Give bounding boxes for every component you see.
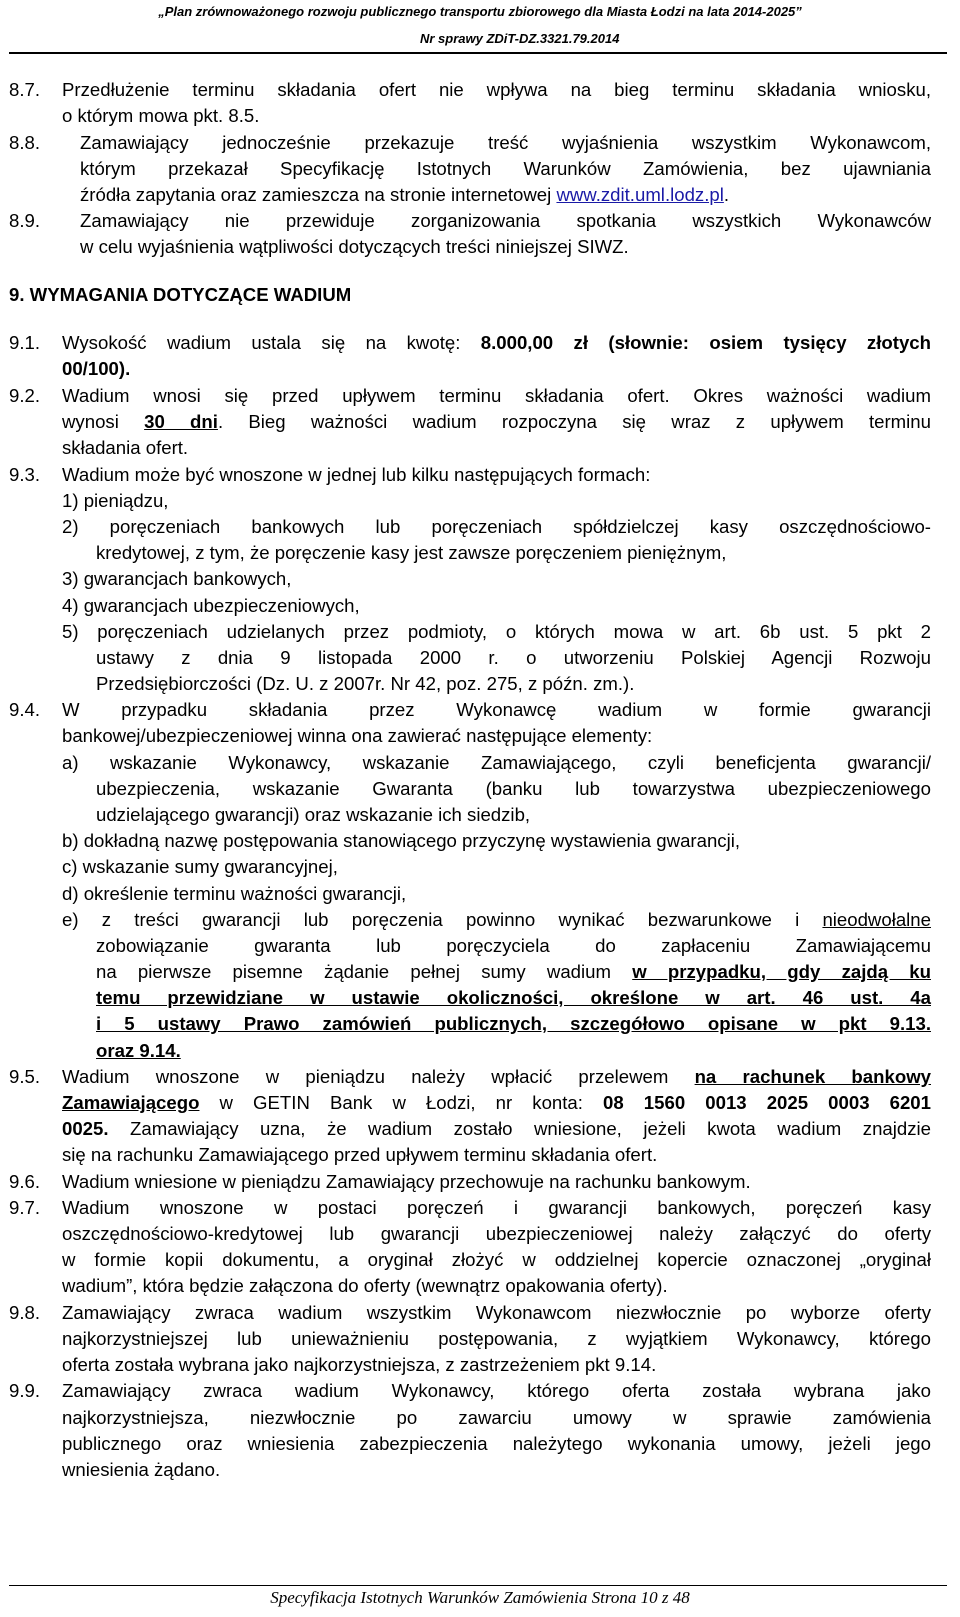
paragraph-line: najkorzystniejszej lub unieważnieniu postępowania, z wyjątkiem Wykonawcy, którego	[62, 1328, 931, 1349]
paragraph-text: . Bieg ważności wadium rozpoczyna się wraz z upływem terminu	[217, 411, 931, 432]
paragraph-line: Wadium wniesione w pieniądzu Zamawiający przechowuje na rachunku bankowym.	[62, 1171, 751, 1192]
section-number: 9.9.	[9, 1380, 41, 1401]
list-item: 2) poręczeniach bankowych lub poręczeniach spółdzielczej kasy oszczędnościowo-	[62, 516, 931, 537]
list-item-continuation: Przedsiębiorczości (Dz. U. z 2007r. Nr 42, poz. 275, z późn. zm.).	[96, 673, 635, 694]
paragraph-line	[62, 1090, 931, 1117]
paragraph-line: wniesienia żądano.	[62, 1459, 221, 1480]
paragraph-line: oferta została wybrana jako najkorzystniejsza, z zastrzeżeniem pkt 9.14.	[62, 1354, 657, 1375]
paragraph-line: oszczędnościowo-kredytowej lub gwarancji ubezpieczeniowej należy załączyć do oferty	[62, 1223, 931, 1244]
section-number: 9.1.	[9, 332, 41, 353]
paragraph-line	[62, 1116, 931, 1143]
paragraph-line: najkorzystniejsza, niezwłocznie po zawarciu umowy w sprawie zamówienia	[62, 1407, 931, 1428]
page-footer: Specyfikacja Istotnych Warunków Zamówienia Strona 10 z 48	[270, 1588, 690, 1607]
paragraph-line: publicznego oraz wniesienia zabezpieczenia należytego wykonania umowy, jeżeli jego	[62, 1433, 931, 1454]
paragraph-line: Przedłużenie terminu składania ofert nie wpływa na bieg terminu składania wniosku,	[62, 79, 931, 100]
paragraph-text: wynosi	[62, 411, 145, 432]
list-item-continuation: ustawy z dnia 9 listopada 2000 r. o utworzeniu Polskiej Agencji Rozwoju	[96, 647, 931, 668]
bank-account-number: 08 1560 0013 2025 0003 6201	[603, 1092, 931, 1113]
paragraph-line	[62, 409, 931, 436]
paragraph-line: składania ofert.	[62, 437, 189, 458]
list-item	[62, 907, 931, 934]
paragraph-text: .	[723, 184, 730, 205]
paragraph-text: Zamawiający uzna, że wadium zostało wniesione, jeżeli kwota wadium znajdzie	[108, 1118, 931, 1139]
list-item: d) określenie terminu ważności gwarancji,	[62, 883, 407, 904]
paragraph-text: Zamawiającego	[62, 1092, 200, 1113]
section-number: 9.8.	[9, 1302, 41, 1323]
paragraph-text: e) z treści gwarancji lub poręczenia powinno wynikać bezwarunkowe i	[62, 909, 823, 930]
paragraph-line: wadium”, która będzie załączona do oferty (wewnątrz opakowania oferty).	[62, 1275, 668, 1296]
deposit-amount: 8.000,00 zł (słownie: osiem tysięcy złotych	[480, 332, 931, 353]
section-heading: 9. WYMAGANIA DOTYCZĄCE WADIUM	[9, 284, 352, 305]
paragraph-text: w przypadku, gdy zajdą ku	[632, 961, 931, 982]
paragraph-line: Zamawiający zwraca wadium Wykonawcy, którego oferta została wybrana jako	[62, 1380, 931, 1401]
paragraph-line: Wadium wnoszone w postaci poręczeń i gwarancji bankowych, poręczeń kasy	[62, 1197, 931, 1218]
paragraph-line: o którym mowa pkt. 8.5.	[62, 105, 260, 126]
list-item: b) dokładną nazwę postępowania stanowiącego przyczynę wystawienia gwarancji,	[62, 830, 741, 851]
paragraph-line: w formie kopii dokumentu, a oryginał złożyć w oddzielnej kopercie oznaczonej „oryginał	[62, 1249, 931, 1270]
header-divider	[9, 52, 947, 54]
section-number: 9.3.	[9, 464, 41, 485]
list-item-continuation	[96, 959, 931, 986]
paragraph-line: Wadium może być wnoszone w jednej lub kilku następujących formach:	[62, 464, 651, 485]
list-item-continuation: kredytowej, z tym, że poręczenie kasy jest zawsze poręczeniem pieniężnym,	[96, 542, 727, 563]
list-item: 5) poręczeniach udzielanych przez podmioty, o których mowa w art. 6b ust. 5 pkt 2	[62, 621, 931, 642]
paragraph-line: W przypadku składania przez Wykonawcę wadium w formie gwarancji	[62, 699, 931, 720]
paragraph-line: Wadium wnosi się przed upływem terminu składania ofert. Okres ważności wadium	[62, 385, 931, 406]
paragraph-text: na pierwsze pisemne żądanie pełnej sumy wadium	[96, 961, 633, 982]
list-item-continuation: oraz 9.14.	[96, 1040, 181, 1061]
document-header-title: „Plan zrównoważonego rozwoju publicznego transportu zbiorowego dla Miasta Łodzi na lata 2014-2025”	[158, 4, 802, 19]
list-item: 4) gwarancjach ubezpieczeniowych,	[62, 595, 360, 616]
section-number: 9.4.	[9, 699, 41, 720]
paragraph-line: się na rachunku Zamawiającego przed upływem terminu składania ofert.	[62, 1144, 658, 1165]
case-number: Nr sprawy ZDiT-DZ.3321.79.2014	[420, 31, 620, 46]
section-number: 9.6.	[9, 1171, 41, 1192]
list-item-continuation: i 5 ustawy Prawo zamówień publicznych, szczegółowo opisane w pkt 9.13.	[96, 1013, 931, 1034]
paragraph-text: w GETIN Bank w Łodzi, nr konta:	[199, 1092, 604, 1113]
paragraph-text: Wysokość wadium ustala się na kwotę:	[62, 332, 481, 353]
paragraph-text: Wadium wnoszone w pieniądzu należy wpłacić przelewem	[62, 1066, 695, 1087]
paragraph-line: w celu wyjaśnienia wątpliwości dotyczących treści niniejszej SIWZ.	[80, 236, 629, 257]
list-item-continuation: ubezpieczenia, wskazanie Gwaranta (banku lub towarzystwa ubezpieczeniowego	[96, 778, 931, 799]
paragraph-text: nieodwołalne	[822, 909, 931, 930]
paragraph-line	[62, 1064, 931, 1091]
list-item-continuation: temu przewidziane w ustawie okoliczności, określone w art. 46 ust. 4a	[96, 987, 931, 1008]
paragraph-line: Zamawiający nie przewiduje zorganizowania spotkania wszystkich Wykonawców	[80, 210, 931, 231]
validity-period: 30 dni	[144, 411, 218, 432]
paragraph-line: bankowej/ubezpieczeniowej winna ona zawierać następujące elementy:	[62, 725, 653, 746]
section-number: 8.9.	[9, 210, 41, 231]
list-item: 3) gwarancjach bankowych,	[62, 568, 292, 589]
paragraph-line: 00/100).	[62, 358, 131, 379]
list-item-continuation: udzielającego gwarancji) oraz wskazanie ich siedzib,	[96, 804, 531, 825]
section-number: 8.7.	[9, 79, 41, 100]
list-item: 1) pieniądzu,	[62, 490, 169, 511]
bank-account-number: 0025.	[62, 1118, 109, 1139]
section-number: 8.8.	[9, 132, 41, 153]
paragraph-line: Zamawiający zwraca wadium wszystkim Wykonawcom niezwłocznie po wyborze oferty	[62, 1302, 931, 1323]
paragraph-line	[80, 182, 729, 209]
section-number: 9.2.	[9, 385, 41, 406]
section-number: 9.5.	[9, 1066, 41, 1087]
list-item: a) wskazanie Wykonawcy, wskazanie Zamawiającego, czyli beneficjenta gwarancji/	[62, 752, 931, 773]
paragraph-line: Zamawiający jednocześnie przekazuje treść wyjaśnienia wszystkim Wykonawcom,	[80, 132, 931, 153]
website-link[interactable]: www.zdit.uml.lodz.pl	[556, 184, 724, 205]
paragraph-text: na rachunek bankowy	[694, 1066, 931, 1087]
paragraph-text: źródła zapytania oraz zamieszcza na stronie internetowej	[80, 184, 557, 205]
section-number: 9.7.	[9, 1197, 41, 1218]
list-item-continuation: zobowiązanie gwaranta lub poręczyciela do zapłaceniu Zamawiającemu	[96, 935, 931, 956]
list-item: c) wskazanie sumy gwarancyjnej,	[62, 856, 338, 877]
footer-divider	[9, 1585, 947, 1586]
paragraph-line	[62, 330, 931, 357]
paragraph-line: którym przekazał Specyfikację Istotnych Warunków Zamówienia, bez ujawniania	[80, 158, 931, 179]
